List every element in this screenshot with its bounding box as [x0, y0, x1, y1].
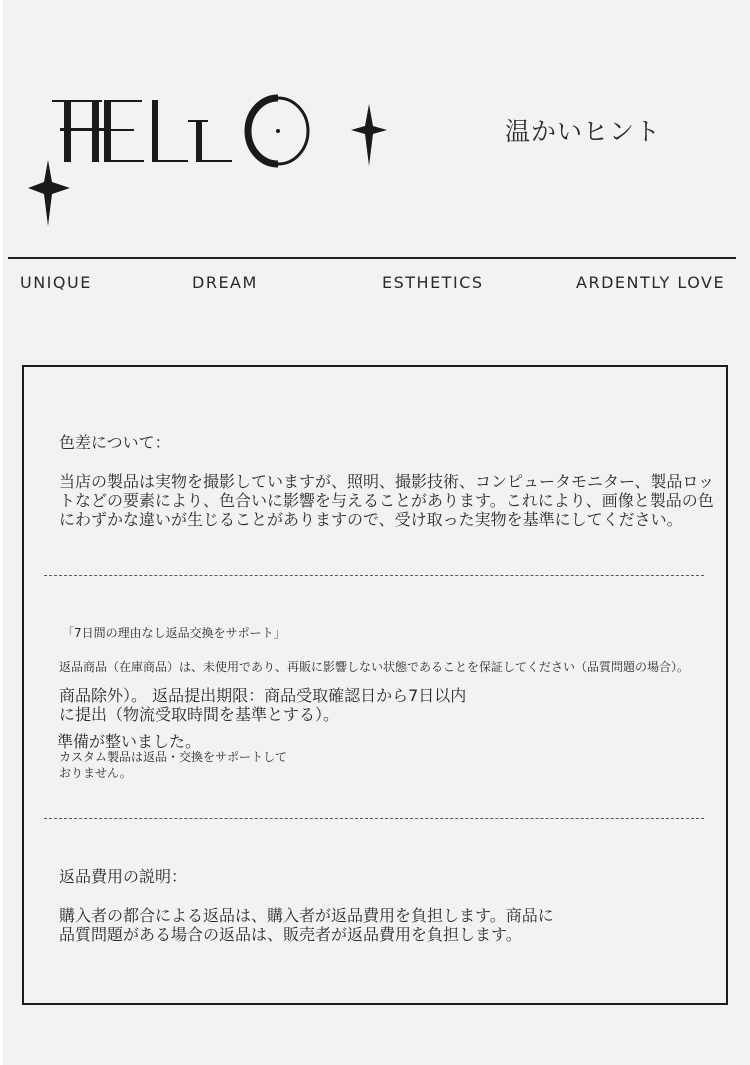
sparkle-icon-right: [351, 104, 387, 166]
color-diff-heading: 色差について：: [59, 433, 171, 452]
cost-line: 品質問題がある場合の返品は、販売者が返品費用を負担します。: [59, 925, 522, 944]
returns-heading: 「7日間の理由なし返品交換をサポート」: [62, 626, 286, 640]
nav-word-unique: UNIQUE: [20, 273, 92, 292]
paper-edge: [0, 0, 3, 1065]
returns-small-line: 返品商品（在庫商品）は、未使用であり、再販に影響しない状態であることを保証してください（品質問題の場合）。: [59, 660, 690, 674]
color-diff-line: トなどの要素により、色合いに影響を与えることがあります。これにより、画像と製品の色: [59, 491, 714, 510]
nav-word-esthetics: ESTHETICS: [382, 273, 484, 292]
cost-heading: 返品費用の説明：: [59, 867, 188, 886]
cost-line: 購入者の都合による返品は、購入者が返品費用を負担します。商品に: [59, 906, 554, 925]
nav-word-ardently-love: ARDENTLY LOVE: [576, 273, 726, 292]
sparkle-icon-left: [28, 160, 70, 226]
color-diff-line: 当店の製品は実物を撮影していますが、照明、撮影技術、コンピュータモニター、製品ロッ: [59, 472, 715, 491]
section-divider: [44, 818, 704, 819]
returns-line: に提出（物流受取時間を基準とする）。: [59, 705, 340, 724]
section-divider: [44, 575, 704, 576]
color-diff-line: にわずかな違いが生じることがありますので、受け取った実物を基準にしてください。: [59, 510, 683, 529]
returns-ready: 準備が整いました。: [57, 732, 202, 751]
custom-product-line: カスタム製品は返品・交換をサポートして: [59, 750, 288, 764]
header-divider: [8, 257, 736, 259]
hint-title: 温かいヒント: [505, 117, 662, 146]
nav-word-dream: DREAM: [192, 273, 258, 292]
notice-box: [22, 365, 728, 1005]
hello-logo: [20, 80, 400, 240]
custom-product-line: おりません。: [59, 766, 132, 780]
logo-letters: [52, 100, 232, 162]
returns-line: 商品除外）。 返品提出期限：商品受取確認日から7日以内: [59, 686, 467, 705]
